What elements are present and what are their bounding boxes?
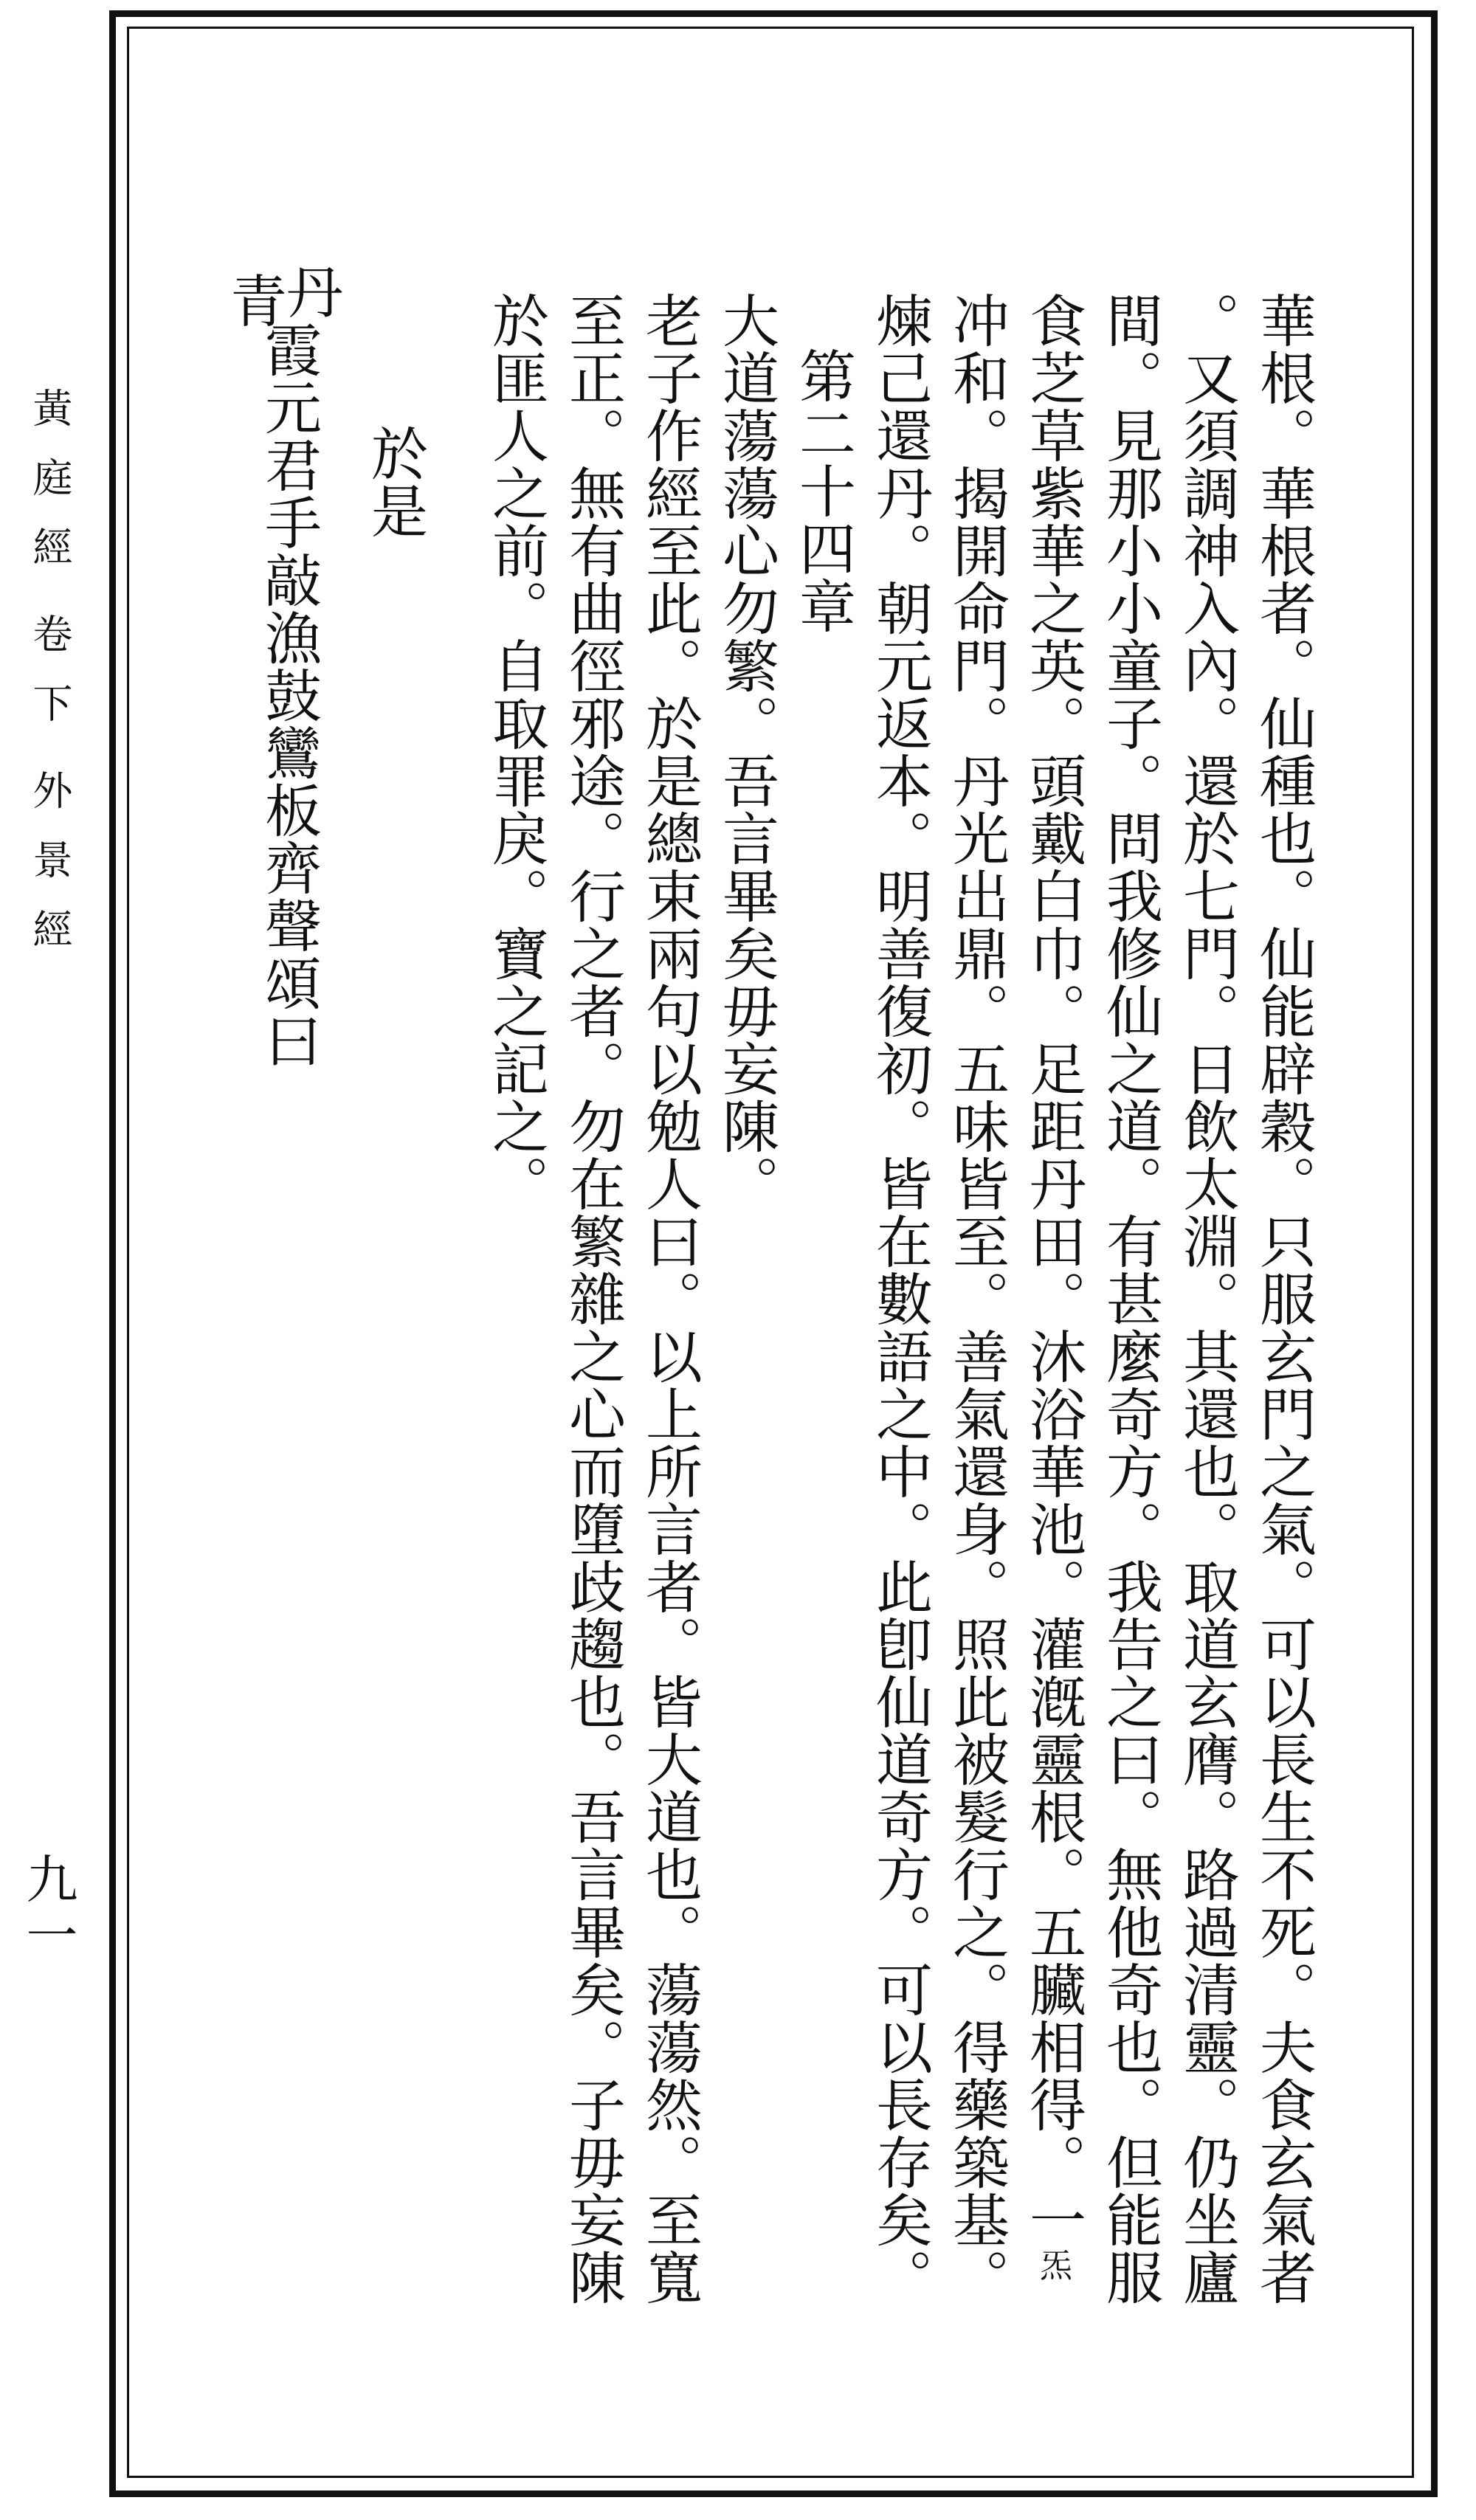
text-column-2: 。又須調神入內。還於七門。日飲太淵。其還也。取道玄膺。路過清靈。仍坐廬 xyxy=(1173,291,1239,2306)
head-pair xyxy=(230,261,343,336)
text-column-9: 老子作經至此。於是總束兩句以勉人曰。以上所言者。皆大道也。蕩蕩然。至寬 xyxy=(636,291,702,2306)
text-column-4 xyxy=(1020,291,1086,2282)
page-number: 九一 xyxy=(18,1852,78,1964)
running-subsection: 外景經 xyxy=(27,770,73,978)
running-section: 卷下 xyxy=(27,613,73,752)
text-column-4-main: 食芝草紫華之英。頭戴白巾。足距丹田。沐浴華池。灌漑靈根。五臟相得。一 xyxy=(1020,291,1086,2248)
text-column-1: 華根。華根者。仙種也。仙能辟穀。只服玄門之氣。可以長生不死。夫食玄氣者 xyxy=(1250,291,1316,2306)
text-column-5: 冲和。揭開命門。丹光出鼎。五味皆至。善氣還身。照此被髮行之。得藥築基。 xyxy=(943,291,1009,2306)
text-column-11: 於匪人之前。自取罪戾。寶之記之。 xyxy=(483,291,548,1212)
small-char: 炁 xyxy=(1034,2248,1072,2282)
text-column-13: 霞元君手敲漁鼓鸞板齊聲頌曰 xyxy=(255,321,321,1069)
head-char-qing: 青 xyxy=(230,270,287,336)
chapter-heading: 第二十四章 xyxy=(790,347,855,635)
text-column-10: 至正。無有曲徑邪途。行之者。勿在繁雜之心而墮歧趨也。吾言畢矣。子毋妄陳 xyxy=(559,291,625,2306)
text-column-8: 大道蕩蕩心勿繁。吾言畢矣毋妄陳。 xyxy=(713,291,779,1212)
running-title: 黃庭經 xyxy=(27,387,73,596)
text-column-12: 於是 xyxy=(362,424,427,539)
text-column-6: 煉己還丹。朝元返本。明善復初。皆在數語之中。此卽仙道奇方。可以長存矣。 xyxy=(866,291,932,2306)
running-header xyxy=(27,387,73,978)
head-char-dan: 丹 xyxy=(286,261,343,327)
text-column-3: 間。見那小小童子。問我修仙之道。有甚麼奇方。我告之曰。無他奇也。但能服 xyxy=(1097,291,1162,2306)
